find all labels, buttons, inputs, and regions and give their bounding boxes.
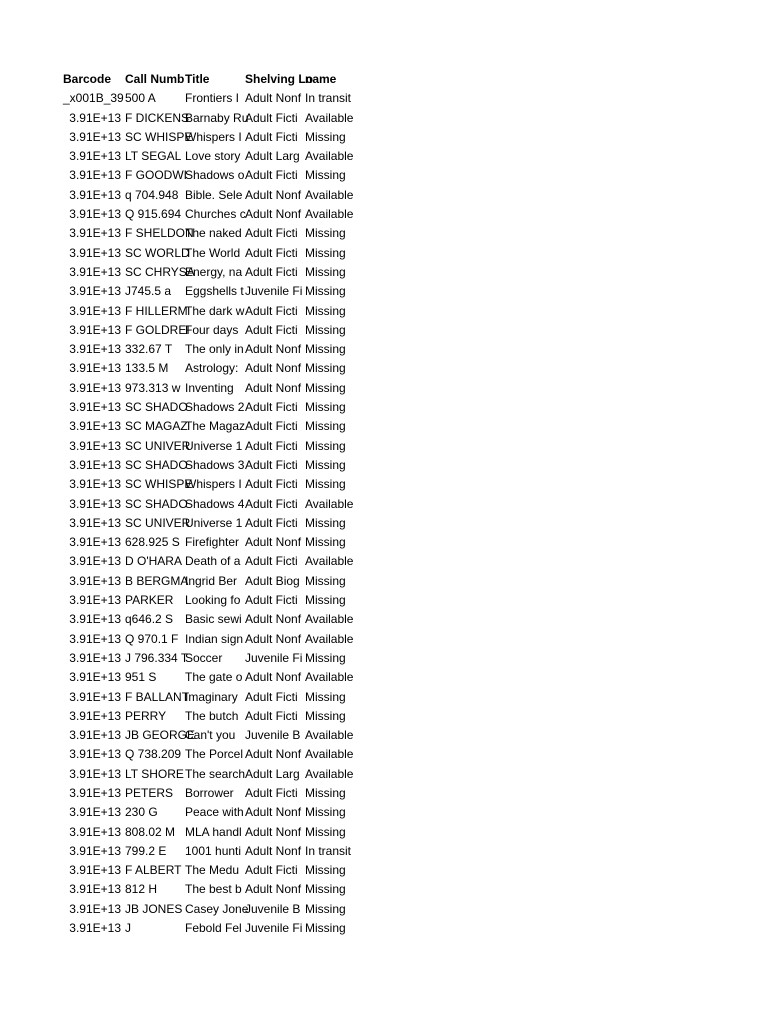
- cell-title: Barnaby Ru: [185, 110, 249, 125]
- cell-shelving-location: Juvenile B: [245, 728, 301, 743]
- cell-shelving-location: Juvenile Fi: [245, 650, 303, 665]
- cell-call-number: 808.02 M: [125, 824, 176, 839]
- cell-call-number: F BALLANT: [125, 689, 190, 704]
- cell-title: Shadows 3: [185, 457, 245, 472]
- cell-shelving-location: Adult Ficti: [245, 129, 298, 144]
- cell-barcode: 3.91E+13: [69, 264, 121, 279]
- cell-title: Looking fo: [185, 593, 241, 608]
- table-row: [63, 668, 373, 687]
- cell-barcode: 3.91E+13: [69, 728, 121, 743]
- table-row: [63, 398, 373, 417]
- cell-status: Missing: [305, 457, 346, 472]
- cell-status: Missing: [305, 438, 346, 453]
- table-row: [63, 552, 373, 571]
- cell-barcode: 3.91E+13: [69, 245, 121, 260]
- cell-title: Churches c: [185, 207, 246, 222]
- cell-status: Missing: [305, 168, 346, 183]
- cell-status: Missing: [305, 515, 346, 530]
- cell-call-number: 973.313 w: [125, 380, 181, 395]
- table-row: [63, 282, 373, 301]
- cell-barcode: 3.91E+13: [69, 689, 121, 704]
- table-row: [63, 456, 373, 475]
- table-row: [63, 514, 373, 533]
- cell-status: Missing: [305, 650, 346, 665]
- cell-call-number: PETERS: [125, 785, 174, 800]
- cell-status: Missing: [305, 863, 346, 878]
- table-row: [63, 147, 373, 166]
- cell-shelving-location: Adult Ficti: [245, 863, 298, 878]
- cell-shelving-location: Adult Ficti: [245, 419, 298, 434]
- cell-title: The naked: [185, 226, 242, 241]
- table-row: [63, 379, 373, 398]
- table-row: [63, 880, 373, 899]
- cell-shelving-location: Adult Ficti: [245, 400, 298, 415]
- cell-title: Energy, na: [185, 264, 243, 279]
- cell-status: Missing: [305, 593, 346, 608]
- cell-shelving-location: Adult Nonf: [245, 631, 302, 646]
- table-row: [63, 109, 373, 128]
- cell-barcode: 3.91E+13: [69, 438, 121, 453]
- cell-barcode: 3.91E+13: [69, 612, 121, 627]
- cell-status: Missing: [305, 380, 346, 395]
- table-row: [63, 745, 373, 764]
- cell-shelving-location: Adult Ficti: [245, 496, 298, 511]
- table-row: [63, 649, 373, 668]
- cell-call-number: SC WHISPE: [125, 129, 193, 144]
- cell-call-number: SC CHRYSA: [125, 264, 195, 279]
- cell-title: Bible. Sele: [185, 187, 243, 202]
- table-row: [63, 726, 373, 745]
- cell-shelving-location: Adult Ficti: [245, 708, 298, 723]
- cell-shelving-location: Adult Nonf: [245, 380, 302, 395]
- cell-call-number: F ALBERT: [125, 863, 182, 878]
- cell-title: Ingrid Ber: [185, 573, 238, 588]
- cell-barcode: 3.91E+13: [69, 593, 121, 608]
- cell-title: Casey Jone: [185, 901, 249, 916]
- cell-shelving-location: Juvenile Fi: [245, 921, 303, 936]
- cell-status: Missing: [305, 535, 346, 550]
- cell-shelving-location: Adult Ficti: [245, 438, 298, 453]
- cell-status: Missing: [305, 805, 346, 820]
- cell-call-number: 332.67 T: [125, 342, 173, 357]
- cell-title: Love story: [185, 149, 241, 164]
- cell-title: Astrology:: [185, 361, 239, 376]
- header-title: Title: [185, 72, 210, 86]
- cell-call-number: 812 H: [125, 882, 158, 897]
- cell-status: Available: [305, 554, 354, 569]
- cell-shelving-location: Adult Ficti: [245, 457, 298, 472]
- cell-call-number: 230 G: [125, 805, 158, 820]
- cell-shelving-location: Adult Ficti: [245, 785, 298, 800]
- cell-barcode: 3.91E+13: [69, 187, 121, 202]
- cell-barcode: 3.91E+13: [69, 400, 121, 415]
- cell-call-number: LT SEGAL: [125, 149, 182, 164]
- cell-title: Inventing: [185, 380, 234, 395]
- cell-title: The Porcel: [185, 747, 244, 762]
- cell-barcode: 3.91E+13: [69, 863, 121, 878]
- cell-status: Missing: [305, 708, 346, 723]
- cell-call-number: JB JONES: [125, 901, 183, 916]
- table-row: [63, 533, 373, 552]
- cell-title: Shadows 2: [185, 400, 245, 415]
- cell-shelving-location: Adult Biog: [245, 573, 300, 588]
- cell-title: Soccer: [185, 650, 223, 665]
- cell-barcode: 3.91E+13: [69, 207, 121, 222]
- cell-barcode: 3.91E+13: [69, 785, 121, 800]
- cell-barcode: 3.91E+13: [69, 921, 121, 936]
- cell-shelving-location: Adult Nonf: [245, 187, 302, 202]
- table-row: [63, 166, 373, 185]
- cell-status: Available: [305, 149, 354, 164]
- cell-status: Available: [305, 207, 354, 222]
- cell-call-number: q 704.948: [125, 187, 179, 202]
- spreadsheet-table: [63, 70, 373, 938]
- cell-title: Death of a: [185, 554, 241, 569]
- cell-barcode: _x001B_39: [63, 91, 124, 106]
- table-row: [63, 707, 373, 726]
- cell-status: Available: [305, 631, 354, 646]
- table-row: [63, 244, 373, 263]
- cell-barcode: 3.91E+13: [69, 322, 121, 337]
- cell-barcode: 3.91E+13: [69, 554, 121, 569]
- table-row: [63, 784, 373, 803]
- table-row: [63, 186, 373, 205]
- cell-shelving-location: Adult Ficti: [245, 554, 298, 569]
- cell-call-number: F GOLDREI: [125, 322, 190, 337]
- cell-title: Peace with: [185, 805, 244, 820]
- cell-shelving-location: Adult Nonf: [245, 805, 302, 820]
- cell-barcode: 3.91E+13: [69, 843, 121, 858]
- cell-barcode: 3.91E+13: [69, 650, 121, 665]
- cell-call-number: F SHELDON: [125, 226, 194, 241]
- cell-barcode: 3.91E+13: [69, 168, 121, 183]
- cell-status: Missing: [305, 419, 346, 434]
- cell-shelving-location: Adult Ficti: [245, 245, 298, 260]
- cell-call-number: F GOODWI: [125, 168, 187, 183]
- cell-barcode: 3.91E+13: [69, 708, 121, 723]
- cell-call-number: 799.2 E: [125, 843, 167, 858]
- cell-barcode: 3.91E+13: [69, 303, 121, 318]
- cell-shelving-location: Adult Larg: [245, 766, 300, 781]
- cell-title: Shadows 4: [185, 496, 245, 511]
- cell-call-number: SC UNIVER: [125, 515, 191, 530]
- cell-barcode: 3.91E+13: [69, 457, 121, 472]
- cell-shelving-location: Adult Larg: [245, 149, 300, 164]
- table-row: [63, 302, 373, 321]
- cell-status: Missing: [305, 400, 346, 415]
- cell-call-number: 133.5 M: [125, 361, 169, 376]
- header-row: [63, 70, 373, 89]
- table-row: [63, 919, 373, 938]
- cell-status: Missing: [305, 361, 346, 376]
- cell-barcode: 3.91E+13: [69, 129, 121, 144]
- table-row: [63, 495, 373, 514]
- cell-shelving-location: Adult Ficti: [245, 264, 298, 279]
- cell-title: The gate o: [185, 670, 243, 685]
- cell-title: Shadows o: [185, 168, 245, 183]
- cell-call-number: F DICKENS: [125, 110, 190, 125]
- cell-status: Available: [305, 187, 354, 202]
- table-row: [63, 900, 373, 919]
- cell-status: Missing: [305, 129, 346, 144]
- header-status-name: name: [305, 72, 337, 86]
- table-row: [63, 359, 373, 378]
- cell-call-number: 500 A: [125, 91, 156, 106]
- cell-call-number: LT SHORE: [125, 766, 184, 781]
- table-row: [63, 688, 373, 707]
- cell-status: Missing: [305, 226, 346, 241]
- cell-status: Available: [305, 496, 354, 511]
- cell-barcode: 3.91E+13: [69, 805, 121, 820]
- cell-barcode: 3.91E+13: [69, 747, 121, 762]
- cell-barcode: 3.91E+13: [69, 419, 121, 434]
- cell-title: Eggshells t: [185, 284, 244, 299]
- cell-call-number: F HILLERM: [125, 303, 188, 318]
- cell-barcode: 3.91E+13: [69, 380, 121, 395]
- cell-shelving-location: Adult Nonf: [245, 342, 302, 357]
- cell-call-number: Q 915.694: [125, 207, 182, 222]
- cell-status: Missing: [305, 689, 346, 704]
- cell-title: 1001 hunti: [185, 843, 242, 858]
- cell-status: Missing: [305, 824, 346, 839]
- cell-barcode: 3.91E+13: [69, 284, 121, 299]
- cell-status: Missing: [305, 322, 346, 337]
- table-row: [63, 572, 373, 591]
- cell-barcode: 3.91E+13: [69, 535, 121, 550]
- cell-status: Available: [305, 766, 354, 781]
- cell-status: Available: [305, 747, 354, 762]
- table-row: [63, 321, 373, 340]
- cell-call-number: SC SHADO: [125, 457, 188, 472]
- table-row: [63, 803, 373, 822]
- cell-call-number: Q 970.1 F: [125, 631, 179, 646]
- cell-barcode: 3.91E+13: [69, 670, 121, 685]
- table-row: [63, 842, 373, 861]
- cell-barcode: 3.91E+13: [69, 477, 121, 492]
- table-row: [63, 475, 373, 494]
- cell-title: The best b: [185, 882, 242, 897]
- cell-title: Firefighter: [185, 535, 240, 550]
- cell-title: The search: [185, 766, 246, 781]
- table-row: [63, 417, 373, 436]
- cell-shelving-location: Adult Nonf: [245, 824, 302, 839]
- header-barcode: Barcode: [63, 72, 112, 86]
- cell-shelving-location: Adult Ficti: [245, 303, 298, 318]
- cell-call-number: B BERGMA: [125, 573, 189, 588]
- table-row: [63, 610, 373, 629]
- table-row: [63, 861, 373, 880]
- cell-status: Missing: [305, 921, 346, 936]
- cell-barcode: 3.91E+13: [69, 766, 121, 781]
- cell-status: Available: [305, 612, 354, 627]
- cell-status: Missing: [305, 264, 346, 279]
- cell-shelving-location: Adult Nonf: [245, 843, 302, 858]
- cell-title: Universe 1: [185, 438, 243, 453]
- table-row: [63, 591, 373, 610]
- cell-barcode: 3.91E+13: [69, 226, 121, 241]
- cell-status: Available: [305, 110, 354, 125]
- cell-title: Imaginary: [185, 689, 238, 704]
- cell-status: In transit: [305, 843, 352, 858]
- cell-status: Missing: [305, 785, 346, 800]
- cell-title: The World: [185, 245, 241, 260]
- cell-shelving-location: Adult Nonf: [245, 747, 302, 762]
- cell-shelving-location: Adult Nonf: [245, 670, 302, 685]
- cell-shelving-location: Adult Nonf: [245, 91, 302, 106]
- cell-status: Missing: [305, 342, 346, 357]
- cell-shelving-location: Adult Nonf: [245, 207, 302, 222]
- cell-call-number: SC UNIVER: [125, 438, 191, 453]
- cell-barcode: 3.91E+13: [69, 631, 121, 646]
- cell-title: Universe 1: [185, 515, 243, 530]
- cell-shelving-location: Juvenile B: [245, 901, 301, 916]
- cell-call-number: SC WHISPE: [125, 477, 193, 492]
- table-row: [63, 765, 373, 784]
- cell-call-number: JB GEORGE: [125, 728, 196, 743]
- table-row: [63, 224, 373, 243]
- cell-barcode: 3.91E+13: [69, 342, 121, 357]
- cell-title: The Medu: [185, 863, 240, 878]
- cell-title: Whispers I: [185, 129, 242, 144]
- cell-title: The butch: [185, 708, 239, 723]
- cell-title: Frontiers I: [185, 91, 240, 106]
- cell-shelving-location: Adult Nonf: [245, 361, 302, 376]
- cell-barcode: 3.91E+13: [69, 149, 121, 164]
- cell-call-number: J: [125, 921, 131, 936]
- cell-call-number: J 796.334 T: [125, 650, 189, 665]
- cell-shelving-location: Adult Nonf: [245, 535, 302, 550]
- cell-shelving-location: Juvenile Fi: [245, 284, 303, 299]
- table-row: [63, 823, 373, 842]
- cell-status: Missing: [305, 573, 346, 588]
- cell-shelving-location: Adult Ficti: [245, 226, 298, 241]
- cell-status: Missing: [305, 303, 346, 318]
- cell-call-number: J745.5 a: [125, 284, 172, 299]
- cell-title: The Magaz: [185, 419, 246, 434]
- header-shelving-location: Shelving Lo: [245, 72, 314, 86]
- cell-barcode: 3.91E+13: [69, 901, 121, 916]
- cell-title: Febold Fel: [185, 921, 242, 936]
- table-row: [63, 128, 373, 147]
- cell-shelving-location: Adult Nonf: [245, 612, 302, 627]
- cell-call-number: SC SHADO: [125, 496, 188, 511]
- cell-status: Missing: [305, 284, 346, 299]
- cell-title: Indian sign: [185, 631, 244, 646]
- cell-title: Can't you: [185, 728, 236, 743]
- cell-barcode: 3.91E+13: [69, 361, 121, 376]
- cell-barcode: 3.91E+13: [69, 824, 121, 839]
- cell-barcode: 3.91E+13: [69, 496, 121, 511]
- table-row: [63, 340, 373, 359]
- cell-title: Basic sewi: [185, 612, 242, 627]
- cell-call-number: 951 S: [125, 670, 157, 685]
- table-row: [63, 630, 373, 649]
- cell-barcode: 3.91E+13: [69, 573, 121, 588]
- cell-status: Missing: [305, 882, 346, 897]
- header-call-number: Call Numb: [125, 72, 185, 86]
- cell-status: Missing: [305, 245, 346, 260]
- cell-call-number: PERRY: [125, 708, 167, 723]
- cell-barcode: 3.91E+13: [69, 110, 121, 125]
- table-row: [63, 205, 373, 224]
- cell-barcode: 3.91E+13: [69, 882, 121, 897]
- cell-title: The dark w: [185, 303, 245, 318]
- table-row: [63, 89, 373, 108]
- cell-shelving-location: Adult Ficti: [245, 593, 298, 608]
- cell-shelving-location: Adult Nonf: [245, 882, 302, 897]
- cell-title: MLA handl: [185, 824, 242, 839]
- cell-title: Borrower: [185, 785, 234, 800]
- cell-barcode: 3.91E+13: [69, 515, 121, 530]
- cell-title: Four days: [185, 322, 239, 337]
- table-body: [63, 89, 373, 938]
- cell-call-number: SC MAGAZ: [125, 419, 188, 434]
- cell-shelving-location: Adult Ficti: [245, 322, 298, 337]
- cell-call-number: SC WORLD: [125, 245, 190, 260]
- cell-status: Available: [305, 670, 354, 685]
- table-row: [63, 437, 373, 456]
- cell-call-number: PARKER: [125, 593, 174, 608]
- cell-call-number: SC SHADO: [125, 400, 188, 415]
- cell-shelving-location: Adult Ficti: [245, 168, 298, 183]
- cell-title: The only in: [185, 342, 244, 357]
- cell-title: Whispers I: [185, 477, 242, 492]
- cell-status: In transit: [305, 91, 352, 106]
- cell-call-number: D O'HARA: [125, 554, 182, 569]
- table-row: [63, 263, 373, 282]
- cell-shelving-location: Adult Ficti: [245, 477, 298, 492]
- cell-status: Available: [305, 728, 354, 743]
- cell-call-number: 628.925 S: [125, 535, 180, 550]
- cell-call-number: q646.2 S: [125, 612, 174, 627]
- cell-shelving-location: Adult Ficti: [245, 515, 298, 530]
- cell-status: Missing: [305, 901, 346, 916]
- cell-status: Missing: [305, 477, 346, 492]
- cell-call-number: Q 738.209: [125, 747, 182, 762]
- cell-shelving-location: Adult Ficti: [245, 110, 298, 125]
- cell-shelving-location: Adult Ficti: [245, 689, 298, 704]
